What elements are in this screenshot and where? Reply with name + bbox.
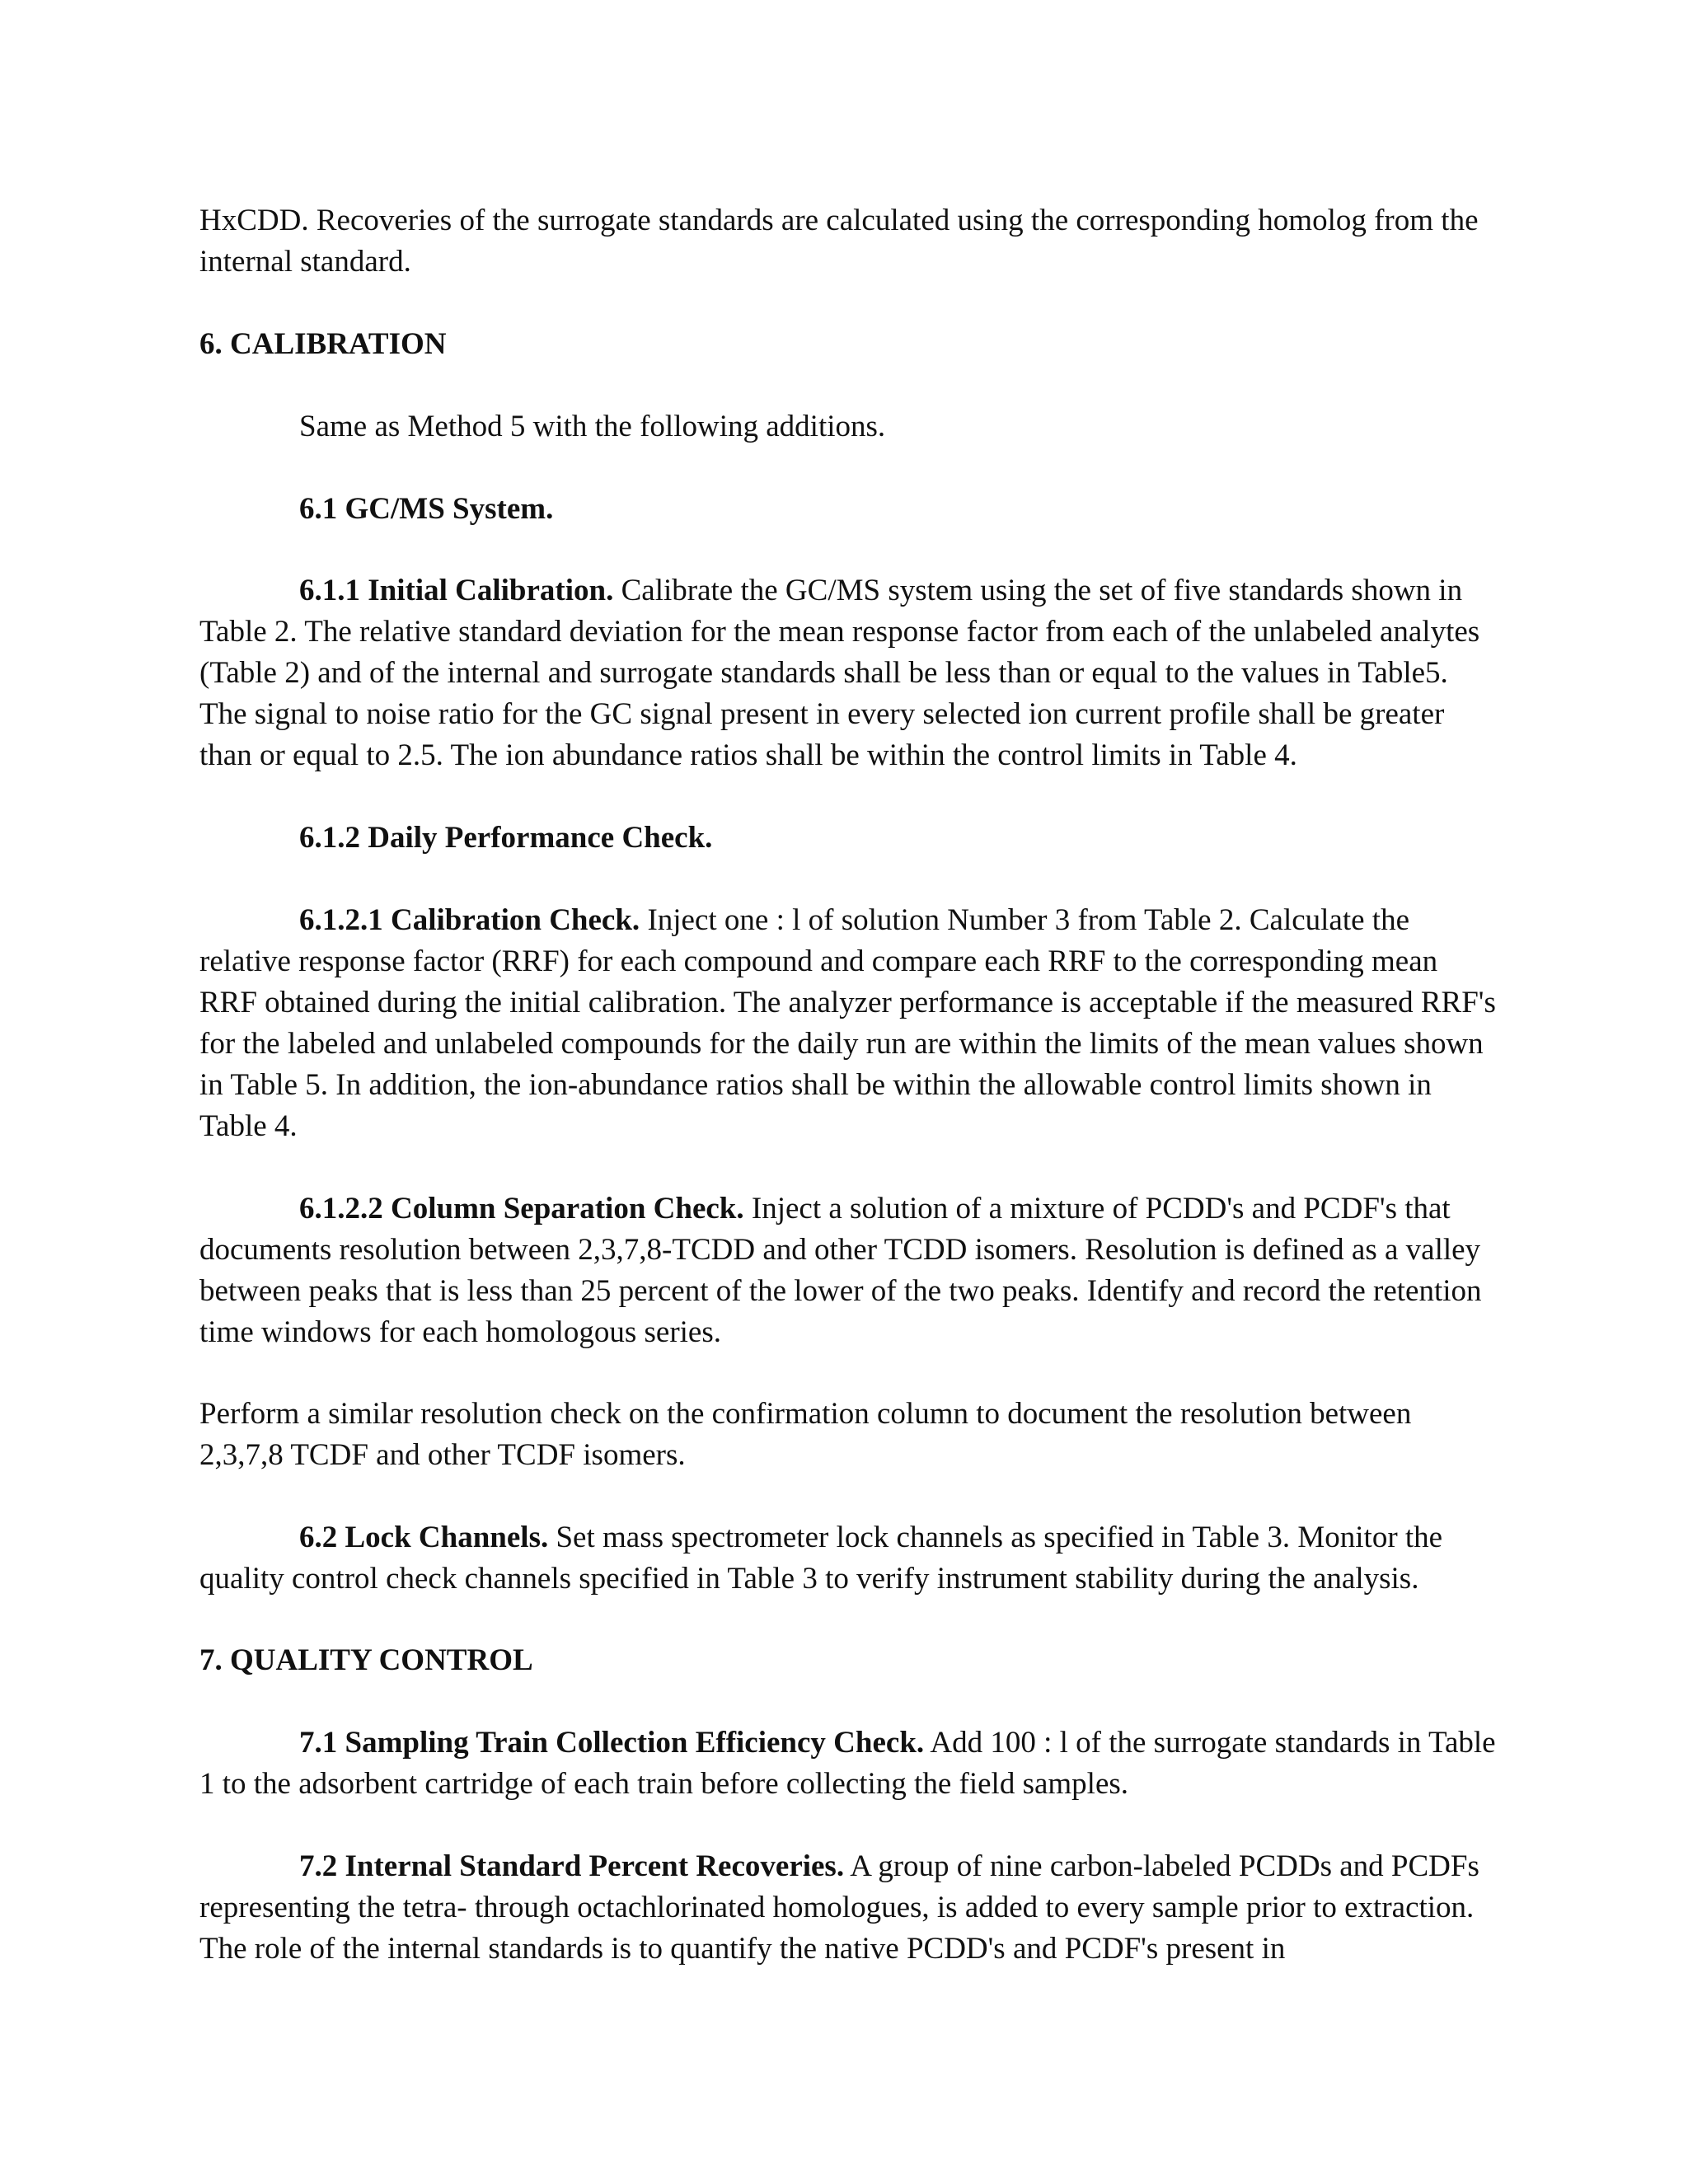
section-7-2-body: A group of nine carbon-labeled PCDDs and PCDFs representing the tetra- through octachlorinated homologues, is added to every sample prior to extraction. The role of the internal standards is to quantify the native PCDD's and PCDF's present in [199,1849,1479,1966]
section-6-2 [199,1517,1502,1600]
intro-text: HxCDD. Recoveries of the surrogate standards are calculated using the corresponding homolog from the internal standard. [199,204,1479,279]
section-6-1-2-2-body: Inject a solution of a mixture of PCDD's and PCDF's that documents resolution between 2,3,7,8-TCDD and other TCDD isomers. Resolution is defined as a valley between peaks that is less than 25 percent of the lower of the two peaks. Identify and record the retention time windows for each homologous series. [199,1192,1482,1349]
section-7-1-title: 7.1 Sampling Train Collection Efficiency Check. [299,1726,925,1760]
section-6-1-2-1-title: 6.1.2.1 Calibration Check. [299,903,640,937]
section-7-1-body: Add 100 : l of the surrogate standards in Table 1 to the adsorbent cartridge of each train before collecting the field samples. [199,1726,1496,1801]
heading-6-1: 6.1 GC/MS System. [299,492,554,526]
section-6-1-2-2-title: 6.1.2.2 Column Separation Check. [299,1192,744,1226]
section-6-1-1 [199,570,1502,776]
section-6-2-body: Set mass spectrometer lock channels as specified in Table 3. Monitor the quality control check channels specified in Table 3 to verify instrument stability during the analysis. [199,1521,1443,1596]
heading-6-calibration: 6. CALIBRATION [199,327,447,361]
section-7-1 [199,1722,1502,1805]
section-7-2-title: 7.2 Internal Standard Percent Recoveries. [299,1849,845,1883]
intro-paragraph [199,200,1502,283]
heading-7-quality-control: 7. QUALITY CONTROL [199,1643,533,1677]
calibration-intro: Same as Method 5 with the following additions. [299,410,886,443]
section-6-1-2-1 [199,900,1502,1147]
heading-6-1-2: 6.1.2 Daily Performance Check. [299,821,713,855]
section-6-1-2-1-body: Inject one : l of solution Number 3 from Table 2. Calculate the relative response factor (RRF) for each compound and compare each RRF to the corresponding mean RRF obtained during the initial calibration. The analyzer performance is acceptable if the measured RRF's for the labeled and unlabeled compounds for the daily run are within the limits of the mean values shown in Table 5. In addition, the ion-abundance ratios shall be within the allowable control limits shown in Table 4. [199,903,1496,1143]
section-7-2 [199,1846,1502,1970]
resolution-check-paragraph: Perform a similar resolution check on the confirmation column to document the resolution between 2,3,7,8 TCDF and other TCDF isomers. [199,1397,1412,1472]
section-6-1-1-body: Calibrate the GC/MS system using the set of five standards shown in Table 2. The relative standard deviation for the mean response factor from each of the unlabeled analytes (Table 2) and of the internal and surrogate standards shall be less than or equal to the values in Table5. The signal to noise ratio for the GC signal present in every selected ion current profile shall be greater than or equal to 2.5. The ion abundance ratios shall be within the control limits in Table 4. [199,574,1480,772]
section-6-1-2-2 [199,1188,1502,1353]
section-6-2-title: 6.2 Lock Channels. [299,1521,549,1554]
section-6-1-1-title: 6.1.1 Initial Calibration. [299,574,614,607]
